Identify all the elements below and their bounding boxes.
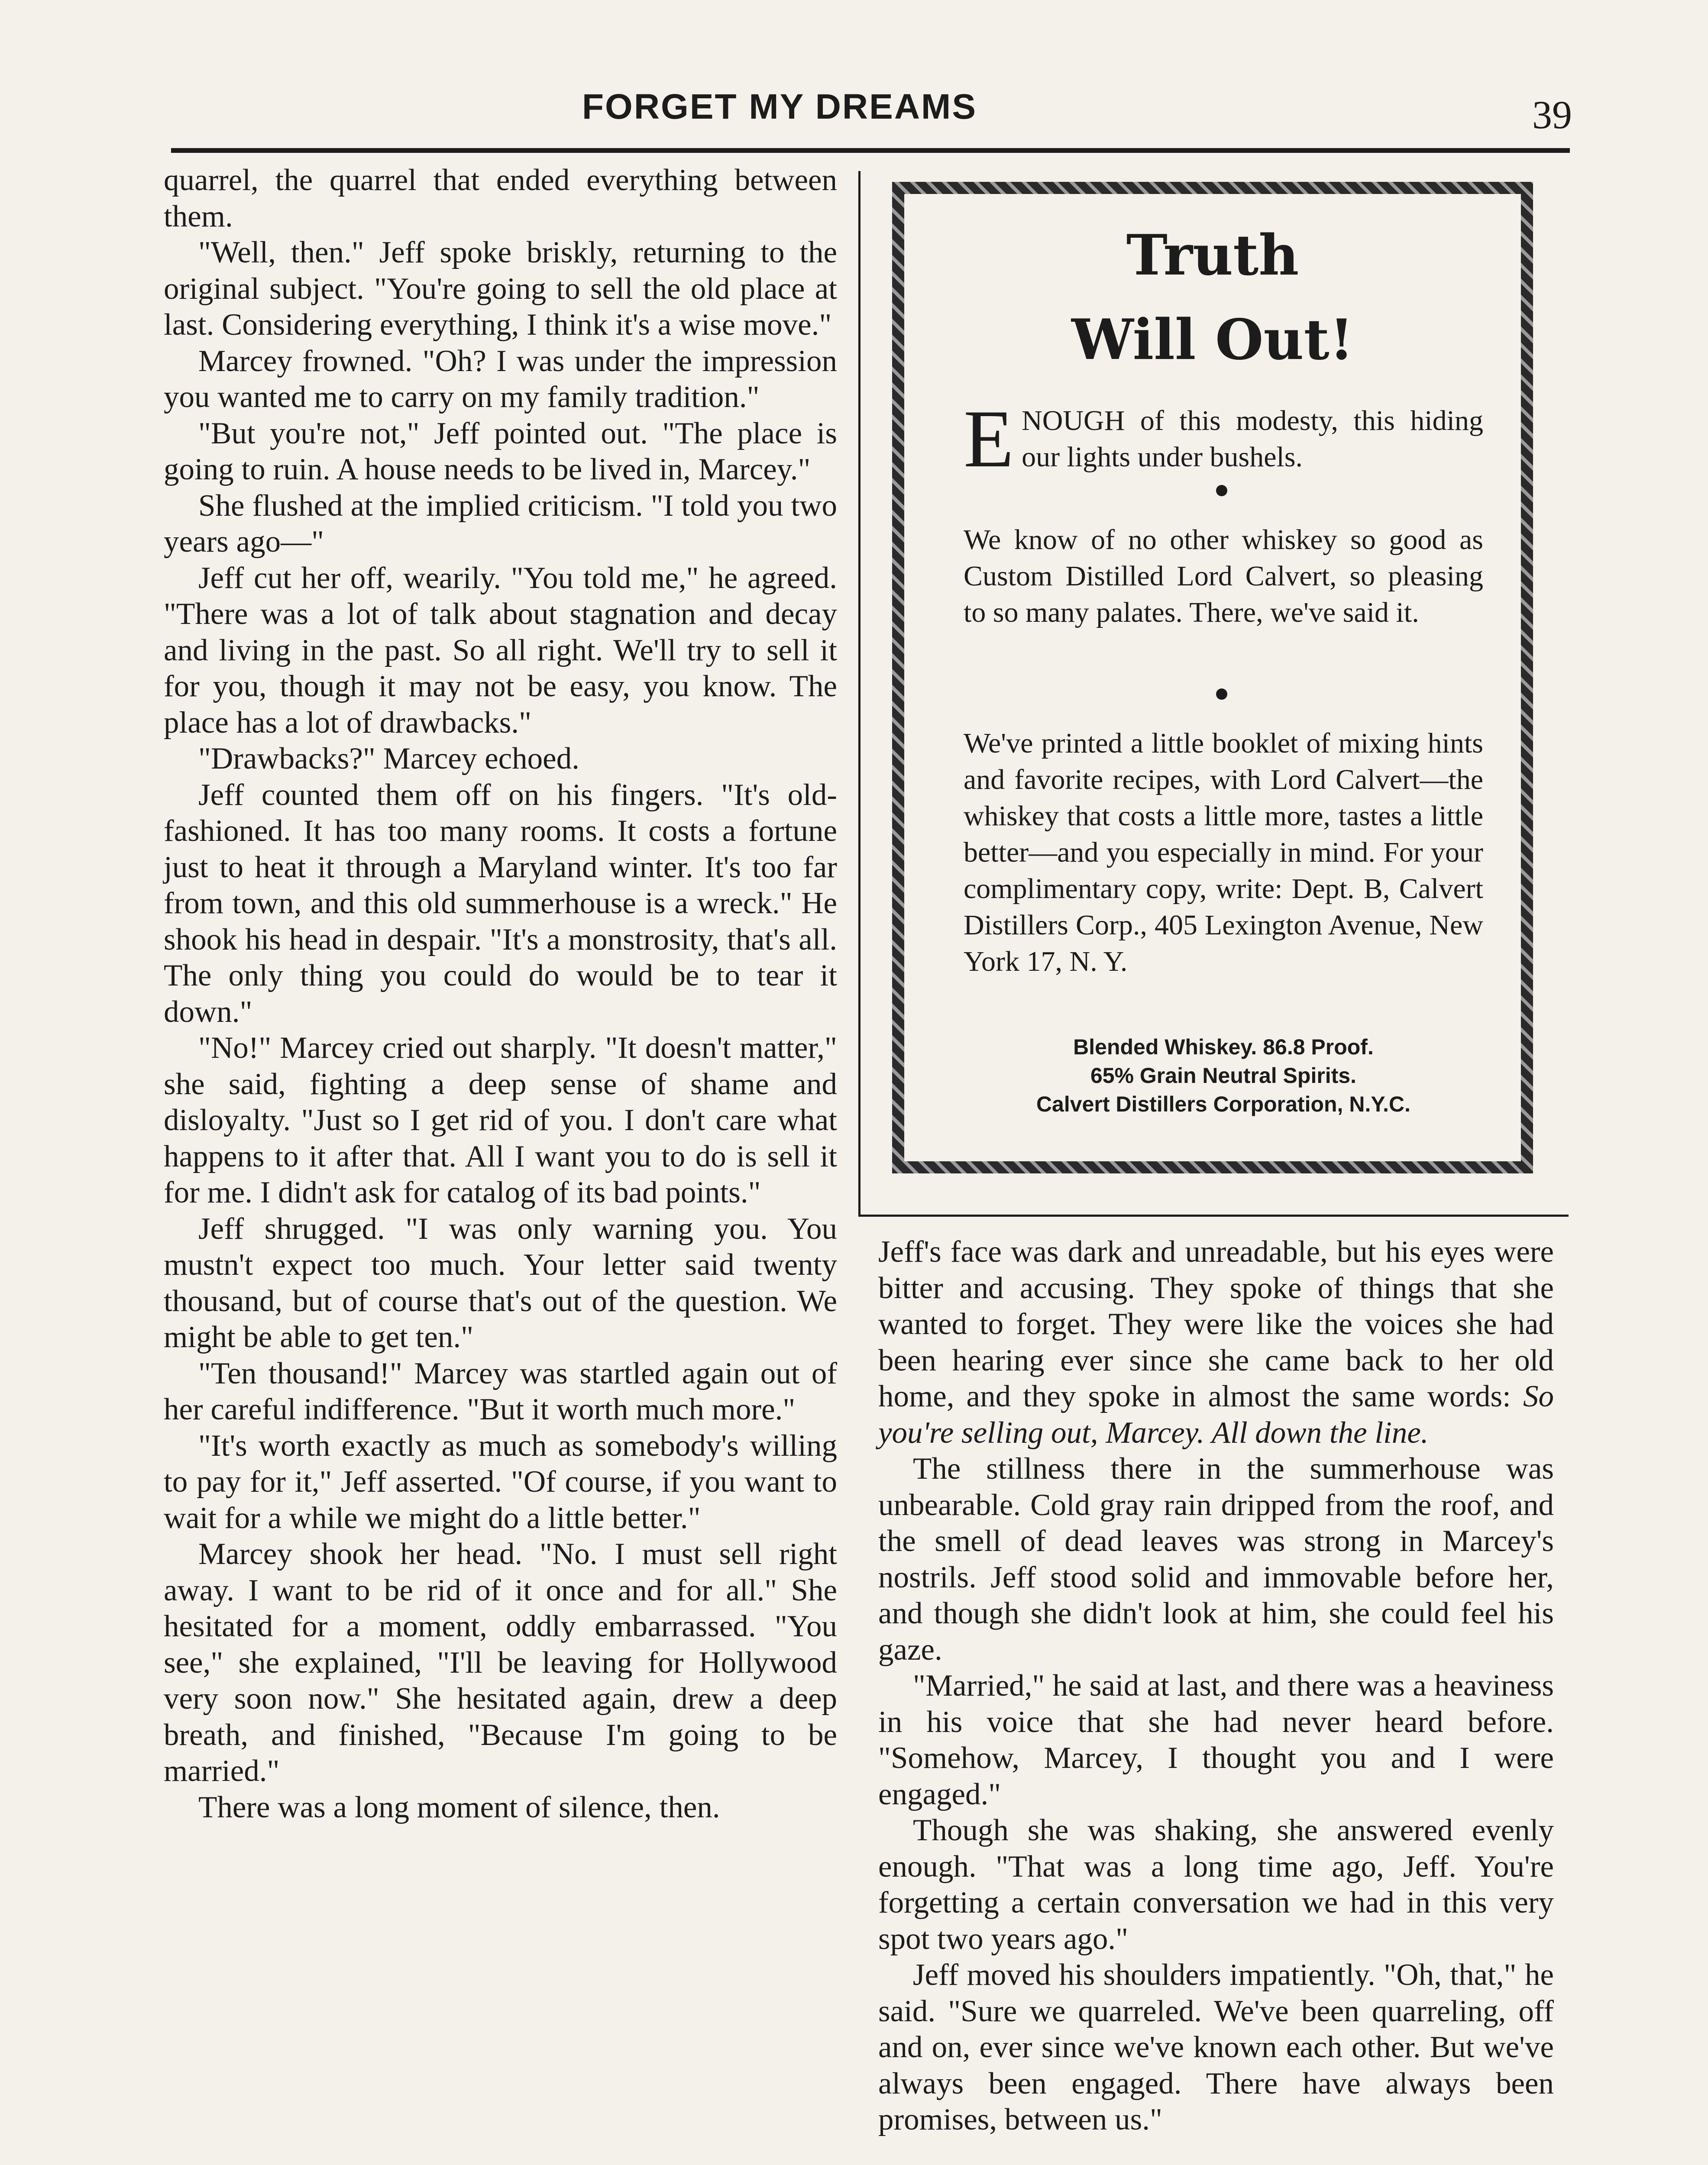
paragraph: "It's worth exactly as much as somebody's willing to pay for it," Jeff asserted. "Of course, if you want to wait for a while we might do a little better." [164,1428,837,1535]
paragraph [878,1234,1554,1451]
paragraph: "No!" Marcey cried out sharply. "It doesn't matter," she said, fighting a deep sense of shame and disloyalty. "Just so I get rid of you. I don't care what happens to it after that. All I want you to do is sell it for me. I didn't ask for catalog of its bad points." [164,1031,837,1209]
paragraph: "But you're not," Jeff pointed out. "The place is going to ruin. A house needs to be lived in, Marcey." [164,416,837,486]
paragraph: quarrel, the quarrel that ended everything between them. [164,163,837,233]
bullet-dot-icon [1216,485,1227,496]
drop-cap: E [964,394,1014,485]
paragraph: Jeff shrugged. "I was only warning you. You mustn't expect too much. Your letter said twenty thousand, but of course that's out of the question. We might be able to get ten." [164,1212,837,1354]
paragraph: "Well, then." Jeff spoke briskly, returning to the original subject. "You're going to sell the old place at last. Considering everything, I think it's a wise move." [164,236,837,342]
right-text-column [878,1234,1554,2138]
ad-intro-text: NOUGH of this modesty, this hiding our lights under bushels. [1022,405,1483,473]
paragraph: Jeff moved his shoulders impatiently. "Oh, that," he said. "Sure we quarreled. We've been quarreling, off and on, ever since we've known each other. But we've always been engaged. There have always been promises, between us." [878,1958,1554,2136]
paragraph: There was a long moment of silence, then. [198,1790,720,1824]
bullet-dot-icon [1216,688,1227,700]
left-text-column [164,162,837,1826]
ad-paragraph: We know of no other whiskey so good as Custom Distilled Lord Calvert, so pleasing to so many palates. There, we've said it. [964,524,1483,628]
ad-intro [964,394,1483,485]
ad-paragraph: We've printed a little booklet of mixing hints and favorite recipes, with Lord Calvert—the whiskey that costs a little more, tastes a little better—and you especially in mind. For your complimentary copy, write: Dept. B, Calvert Distillers Corp., 405 Lexington Avenue, New York 17, N. Y. [964,727,1483,977]
paragraph: "Ten thousand!" Marcey was startled again out of her careful indifference. "But it worth much more." [164,1356,837,1426]
paragraph: Jeff cut her off, wearily. "You told me," he agreed. "There was a lot of talk about stagnation and decay and living in the past. So all right. We'll try to sell it for you, though it may not be easy, you know. The place has a lot of drawbacks." [164,561,837,740]
paragraph: Marcey frowned. "Oh? I was under the impression you wanted me to carry on my family tradition." [164,344,837,414]
ad-headline: Will Out! [1071,307,1354,372]
fine-print-line: Calvert Distillers Corporation, N.Y.C. [1036,1092,1411,1116]
ad-left-rule [858,171,860,1217]
paragraph: Marcey shook her head. "No. I must sell right away. I want to be rid of it once and for all." She hesitated for a moment, oddly embarrassed. "You see," she explained, "I'll be leaving for Hollywood very soon now." She hesitated again, drew a deep breath, and finished, "Because I'm going to be married." [164,1537,837,1788]
fine-print-line: Blended Whiskey. 86.8 Proof. [1073,1035,1374,1059]
paragraph: She flushed at the implied criticism. "I told you two years ago—" [164,488,837,559]
page-number: 39 [1532,93,1572,137]
paragraph: Though she was shaking, she answered evenly enough. "That was a long time ago, Jeff. You're forgetting a certain conversation we had in this very spot two years ago." [878,1813,1554,1956]
ad-fine-print [964,1033,1483,1118]
header-rule [171,148,1570,153]
fine-print-line: 65% Grain Neutral Spirits. [1090,1063,1357,1088]
ad-bottom-rule [858,1215,1569,1217]
running-head-title: FORGET MY DREAMS [582,87,977,126]
ad-headline: Truth [1126,223,1299,288]
paragraph-text: Jeff's face was dark and unreadable, but his eyes were bitter and accusing. They spoke of things that she wanted to forget. They were like the voices she had been hearing ever since she came back to her old home, and they spoke in almost the same words: [878,1235,1554,1413]
italic-text: So you're selling out, Marcey. All down the line. [878,1380,1554,1450]
paragraph: "Drawbacks?" Marcey echoed. [198,742,579,776]
paragraph: The stillness there in the summerhouse was unbearable. Cold gray rain dripped from the roof, and the smell of dead leaves was strong in Marcey's nostrils. Jeff stood solid and immovable before her, and though she didn't look at him, she could feel his gaze. [878,1452,1554,1667]
paragraph: "Married," he said at last, and there was a heaviness in his voice that she had never heard before. "Somehow, Marcey, I thought you and I were engaged." [878,1669,1554,1811]
paragraph: Jeff counted them off on his fingers. "It's old-fashioned. It has too many rooms. It costs a fortune just to heat it through a Maryland winter. It's too far from town, and this old summerhouse is a wreck." He shook his head in despair. "It's a monstrosity, that's all. The only thing you could do would be to tear it down." [164,778,837,1029]
